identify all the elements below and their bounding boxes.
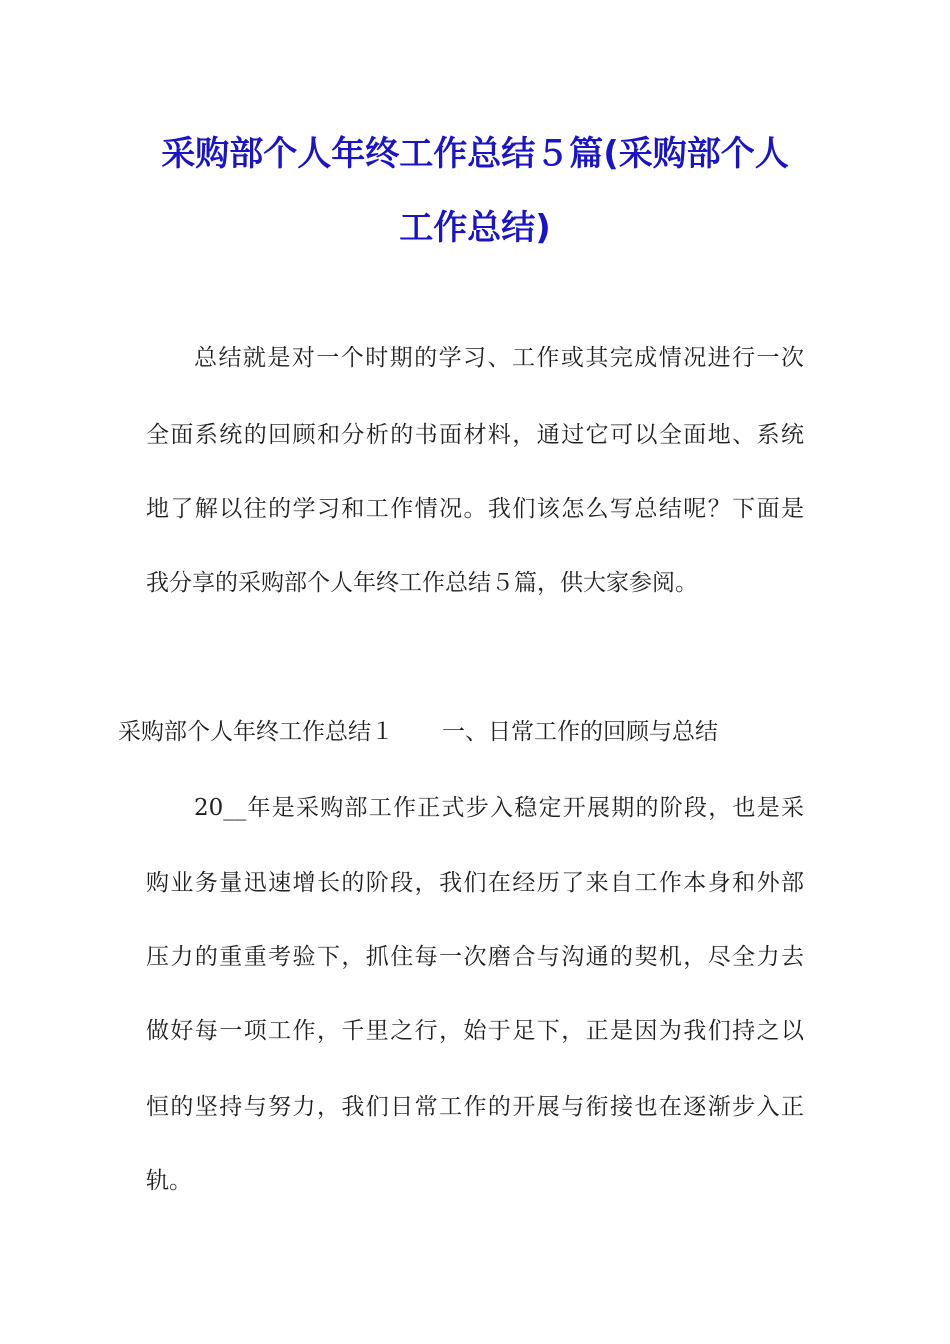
body-line-4: 做好每一项工作，千里之行，始于足下，正是因为我们持之以 (146, 1018, 804, 1044)
body-line-1: 20__年是采购部工作正式步入稳定开展期的阶段，也是采 (194, 795, 804, 821)
section-heading: 采购部个人年终工作总结１ (118, 719, 394, 745)
body-line-3: 压力的重重考验下，抓住每一次磨合与沟通的契机，尽全力去 (146, 944, 804, 970)
document-title-line-1: 采购部个人年终工作总结５篇(采购部个人 (161, 134, 789, 174)
body-line-5: 恒的坚持与努力，我们日常工作的开展与衔接也在逐渐步入正 (146, 1094, 804, 1120)
intro-line-2: 全面系统的回顾和分析的书面材料，通过它可以全面地、系统 (146, 422, 804, 448)
body-line-6: 轨。 (146, 1168, 192, 1194)
subsection-heading: 一、日常工作的回顾与总结 (442, 719, 718, 745)
section-heading-row (118, 717, 718, 747)
document-title-line-2: 工作总结) (399, 208, 551, 248)
body-line-2: 购业务量迅速增长的阶段，我们在经历了来自工作本身和外部 (146, 870, 804, 896)
intro-line-1: 总结就是对一个时期的学习、工作或其完成情况进行一次 (194, 345, 804, 371)
intro-line-3: 地了解以往的学习和工作情况。我们该怎么写总结呢？下面是 (146, 496, 804, 522)
intro-line-4: 我分享的采购部个人年终工作总结５篇，供大家参阅。 (146, 570, 698, 596)
